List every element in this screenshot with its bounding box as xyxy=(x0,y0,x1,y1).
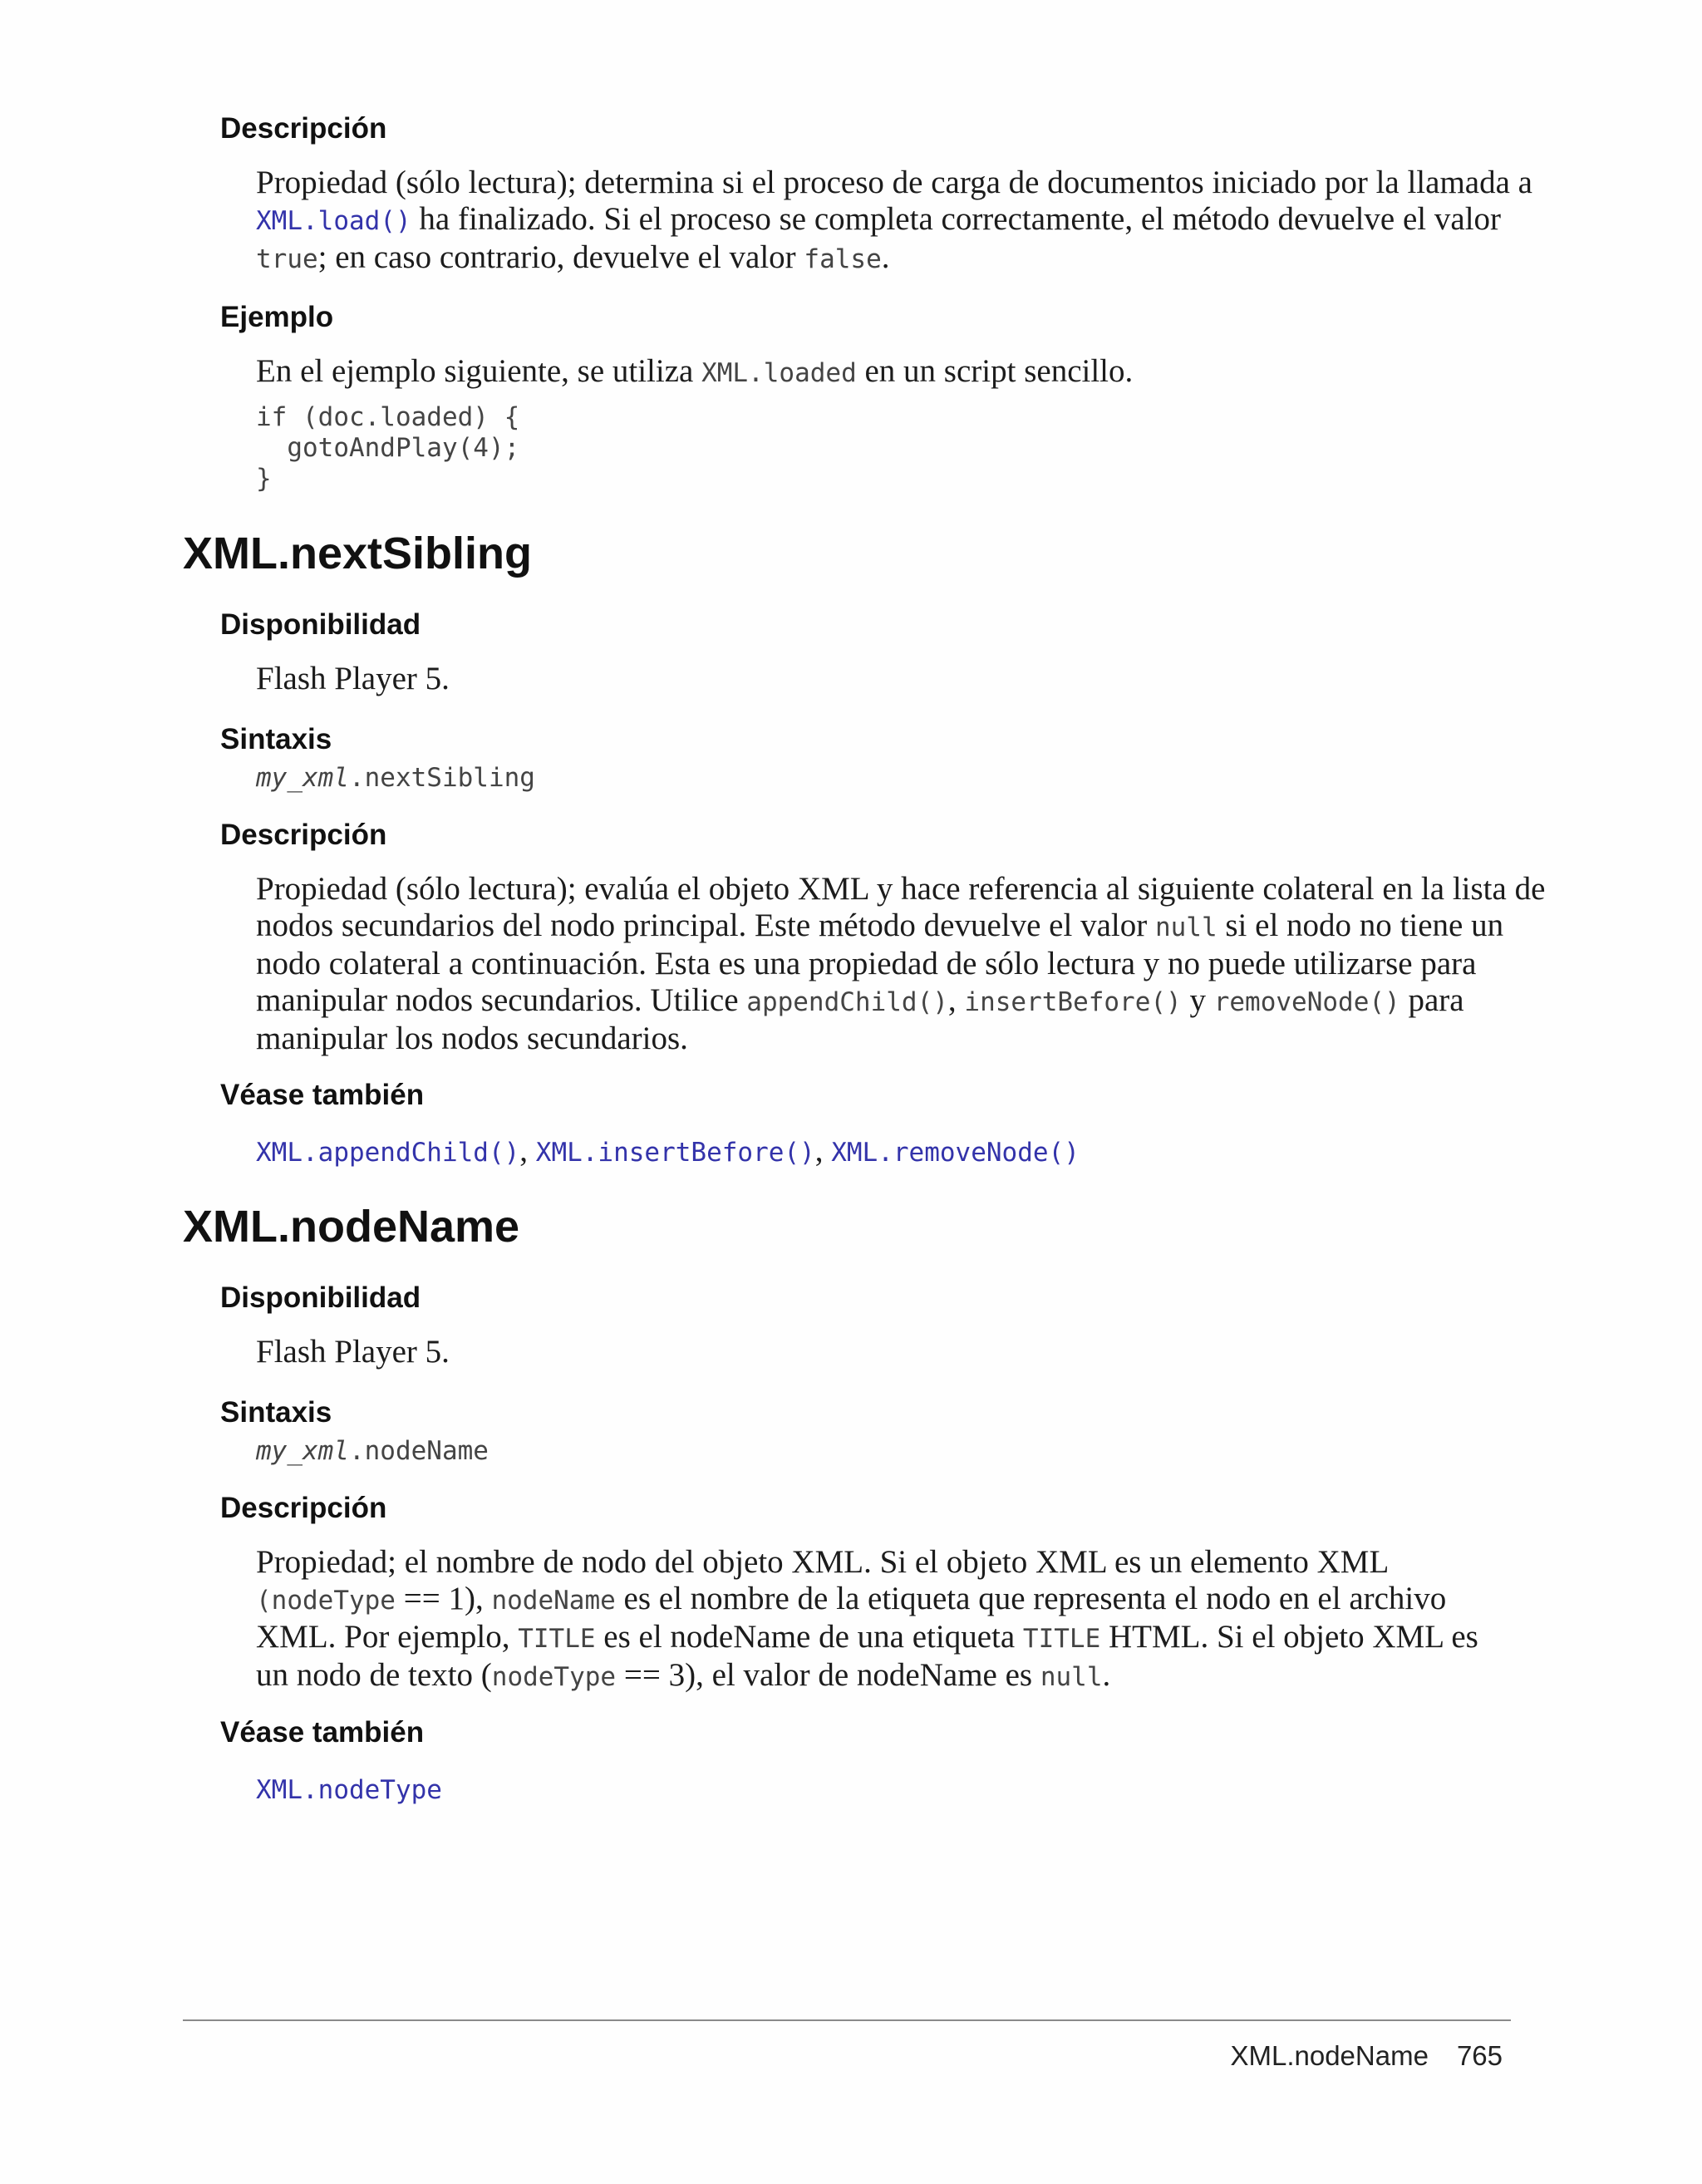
syntax-heading: Sintaxis xyxy=(220,1396,332,1429)
section-title-nextsibling: XML.nextSibling xyxy=(183,529,533,578)
see-also-heading: Véase también xyxy=(220,1716,425,1749)
availability-heading: Disponibilidad xyxy=(220,608,421,641)
availability-text: Flash Player 5. xyxy=(256,1334,450,1370)
syntax-text: my_xml.nodeName xyxy=(256,1436,489,1466)
example-heading: Ejemplo xyxy=(220,301,334,333)
description-paragraph: Propiedad; el nombre de nodo del objeto XML. Si el objeto XML es un elemento XML (nodeType == 1), nodeName es el nombre de la etiqueta que representa el nodo en el archivo XML. Por ejemplo, TITLE es el nodeName de una etiqueta TITLE HTML. Si el objeto XML es un nodo de texto (nodeType == 3), el valor de nodeName es null. xyxy=(256,1544,1478,1693)
description-paragraph: Propiedad (sólo lectura); determina si el proceso de carga de documentos iniciado por la llamada a XML.load() ha finalizado. Si el proceso se completa correctamente, el método devuelve el valor true; en caso contrario, devuelve el valor false. xyxy=(256,165,1532,275)
see-also-heading: Véase también xyxy=(220,1079,425,1111)
code-removenode: removeNode() xyxy=(1213,987,1400,1017)
availability-heading: Disponibilidad xyxy=(220,1281,421,1314)
syntax-text: my_xml.nextSibling xyxy=(256,763,535,793)
link-insertbefore[interactable]: XML.insertBefore() xyxy=(535,1138,815,1168)
page-number: 765 xyxy=(1456,2040,1503,2071)
see-also-links xyxy=(256,1770,1519,1808)
xml-load-link[interactable]: XML.load() xyxy=(256,206,411,236)
code-line: gotoAndPlay(4); xyxy=(256,433,520,463)
code-xml-loaded: XML.loaded xyxy=(701,358,857,388)
example-paragraph: En el ejemplo siguiente, se utiliza XML.loaded en un script sencillo. xyxy=(256,353,1134,389)
code-false: false xyxy=(804,244,882,274)
link-removenode[interactable]: XML.removeNode() xyxy=(831,1138,1080,1168)
code-line: if (doc.loaded) { xyxy=(256,402,520,432)
description-heading: Descripción xyxy=(220,112,387,145)
code-example xyxy=(256,402,519,494)
code-appendchild: appendChild() xyxy=(746,987,948,1017)
footer-divider xyxy=(183,2019,1511,2021)
page-footer xyxy=(1230,2040,1503,2072)
code-null: null xyxy=(1154,912,1217,942)
syntax-heading: Sintaxis xyxy=(220,723,332,755)
code-true: true xyxy=(256,244,318,274)
footer-section-name: XML.nodeName xyxy=(1230,2040,1429,2071)
code-insertbefore: insertBefore() xyxy=(964,987,1182,1017)
link-appendchild[interactable]: XML.appendChild() xyxy=(256,1138,520,1168)
section-title-nodename: XML.nodeName xyxy=(183,1202,520,1252)
description-heading: Descripción xyxy=(220,819,387,851)
see-also-links: XML.appendChild(), XML.insertBefore(), XML.removeNode() xyxy=(256,1133,1080,1168)
description-paragraph: Propiedad (sólo lectura); evalúa el objeto XML y hace referencia al siguiente colateral en la lista de nodos secundarios del nodo principal. Este método devuelve el valor null si el nodo no tiene un nodo colateral a continuación. Esta es una propiedad de sólo lectura y no puede utilizarse para manipular nodos secundarios. Utilice appendChild(), insertBefore() y removeNode() para manipular los nodos secundarios. xyxy=(256,871,1546,1056)
description-heading: Descripción xyxy=(220,1492,387,1524)
link-nodetype[interactable]: XML.nodeType xyxy=(256,1775,442,1805)
availability-text: Flash Player 5. xyxy=(256,661,450,696)
code-line: } xyxy=(256,464,272,494)
